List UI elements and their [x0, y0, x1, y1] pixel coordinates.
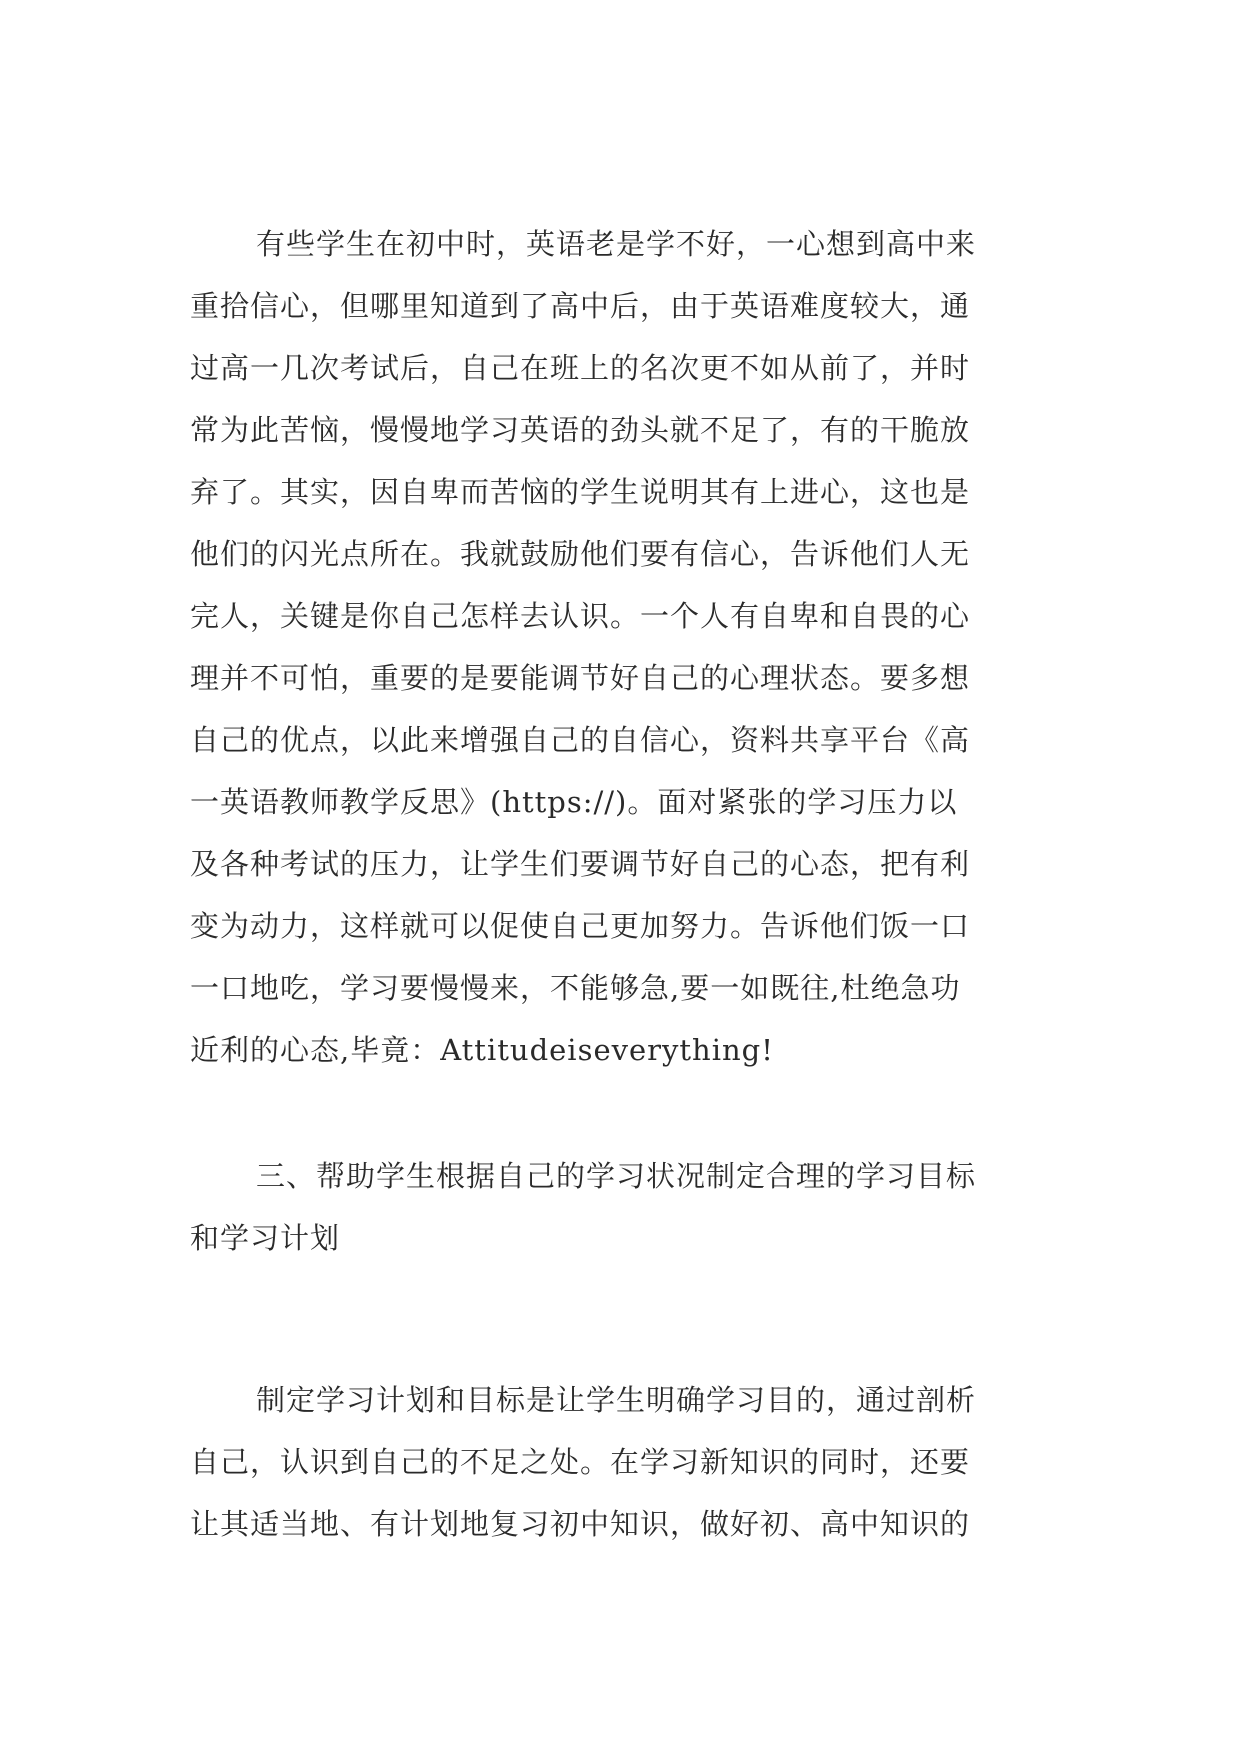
paragraph-line: 制定学习计划和目标是让学生明确学习目的，通过剖析 [256, 1383, 977, 1417]
paragraph-line: 自己的优点，以此来增强自己的自信心，资料共享平台《高 [190, 723, 971, 757]
body-paragraph [190, 213, 1060, 1081]
paragraph-line: 他们的闪光点所在。我就鼓励他们要有信心，告诉他们人无 [190, 537, 971, 571]
paragraph-line: 近利的心态,毕竟：Attitudeiseverything! [190, 1033, 774, 1067]
heading-line: 三、帮助学生根据自己的学习状况制定合理的学习目标 [256, 1159, 977, 1193]
paragraph-line: 自己，认识到自己的不足之处。在学习新知识的同时，还要 [190, 1445, 971, 1479]
paragraph-line: 及各种考试的压力，让学生们要调节好自己的心态，把有利 [190, 847, 971, 881]
paragraph-line: 过高一几次考试后，自己在班上的名次更不如从前了，并时 [190, 351, 971, 385]
paragraph-line: 一口地吃，学习要慢慢来，不能够急,要一如既往,杜绝急功 [190, 971, 961, 1005]
paragraph-line: 重拾信心，但哪里知道到了高中后，由于英语难度较大，通 [190, 289, 971, 323]
paragraph-line: 有些学生在初中时，英语老是学不好，一心想到高中来 [256, 227, 977, 261]
paragraph-line: 理并不可怕，重要的是要能调节好自己的心理状态。要多想 [190, 661, 971, 695]
body-paragraph [190, 1369, 1060, 1555]
paragraph-line: 弃了。其实，因自卑而苦恼的学生说明其有上进心，这也是 [190, 475, 971, 509]
paragraph-line: 常为此苦恼，慢慢地学习英语的劲头就不足了，有的干脆放 [190, 413, 971, 447]
paragraph-line: 完人，关键是你自己怎样去认识。一个人有自卑和自畏的心 [190, 599, 971, 633]
heading-line: 和学习计划 [190, 1221, 341, 1255]
paragraph-line: 让其适当地、有计划地复习初中知识，做好初、高中知识的 [190, 1507, 971, 1541]
section-heading [190, 1145, 1060, 1269]
paragraph-line: 变为动力，这样就可以促使自己更加努力。告诉他们饭一口 [190, 909, 971, 943]
paragraph-line: 一英语教师教学反思》(https://)。面对紧张的学习压力以 [190, 785, 958, 819]
